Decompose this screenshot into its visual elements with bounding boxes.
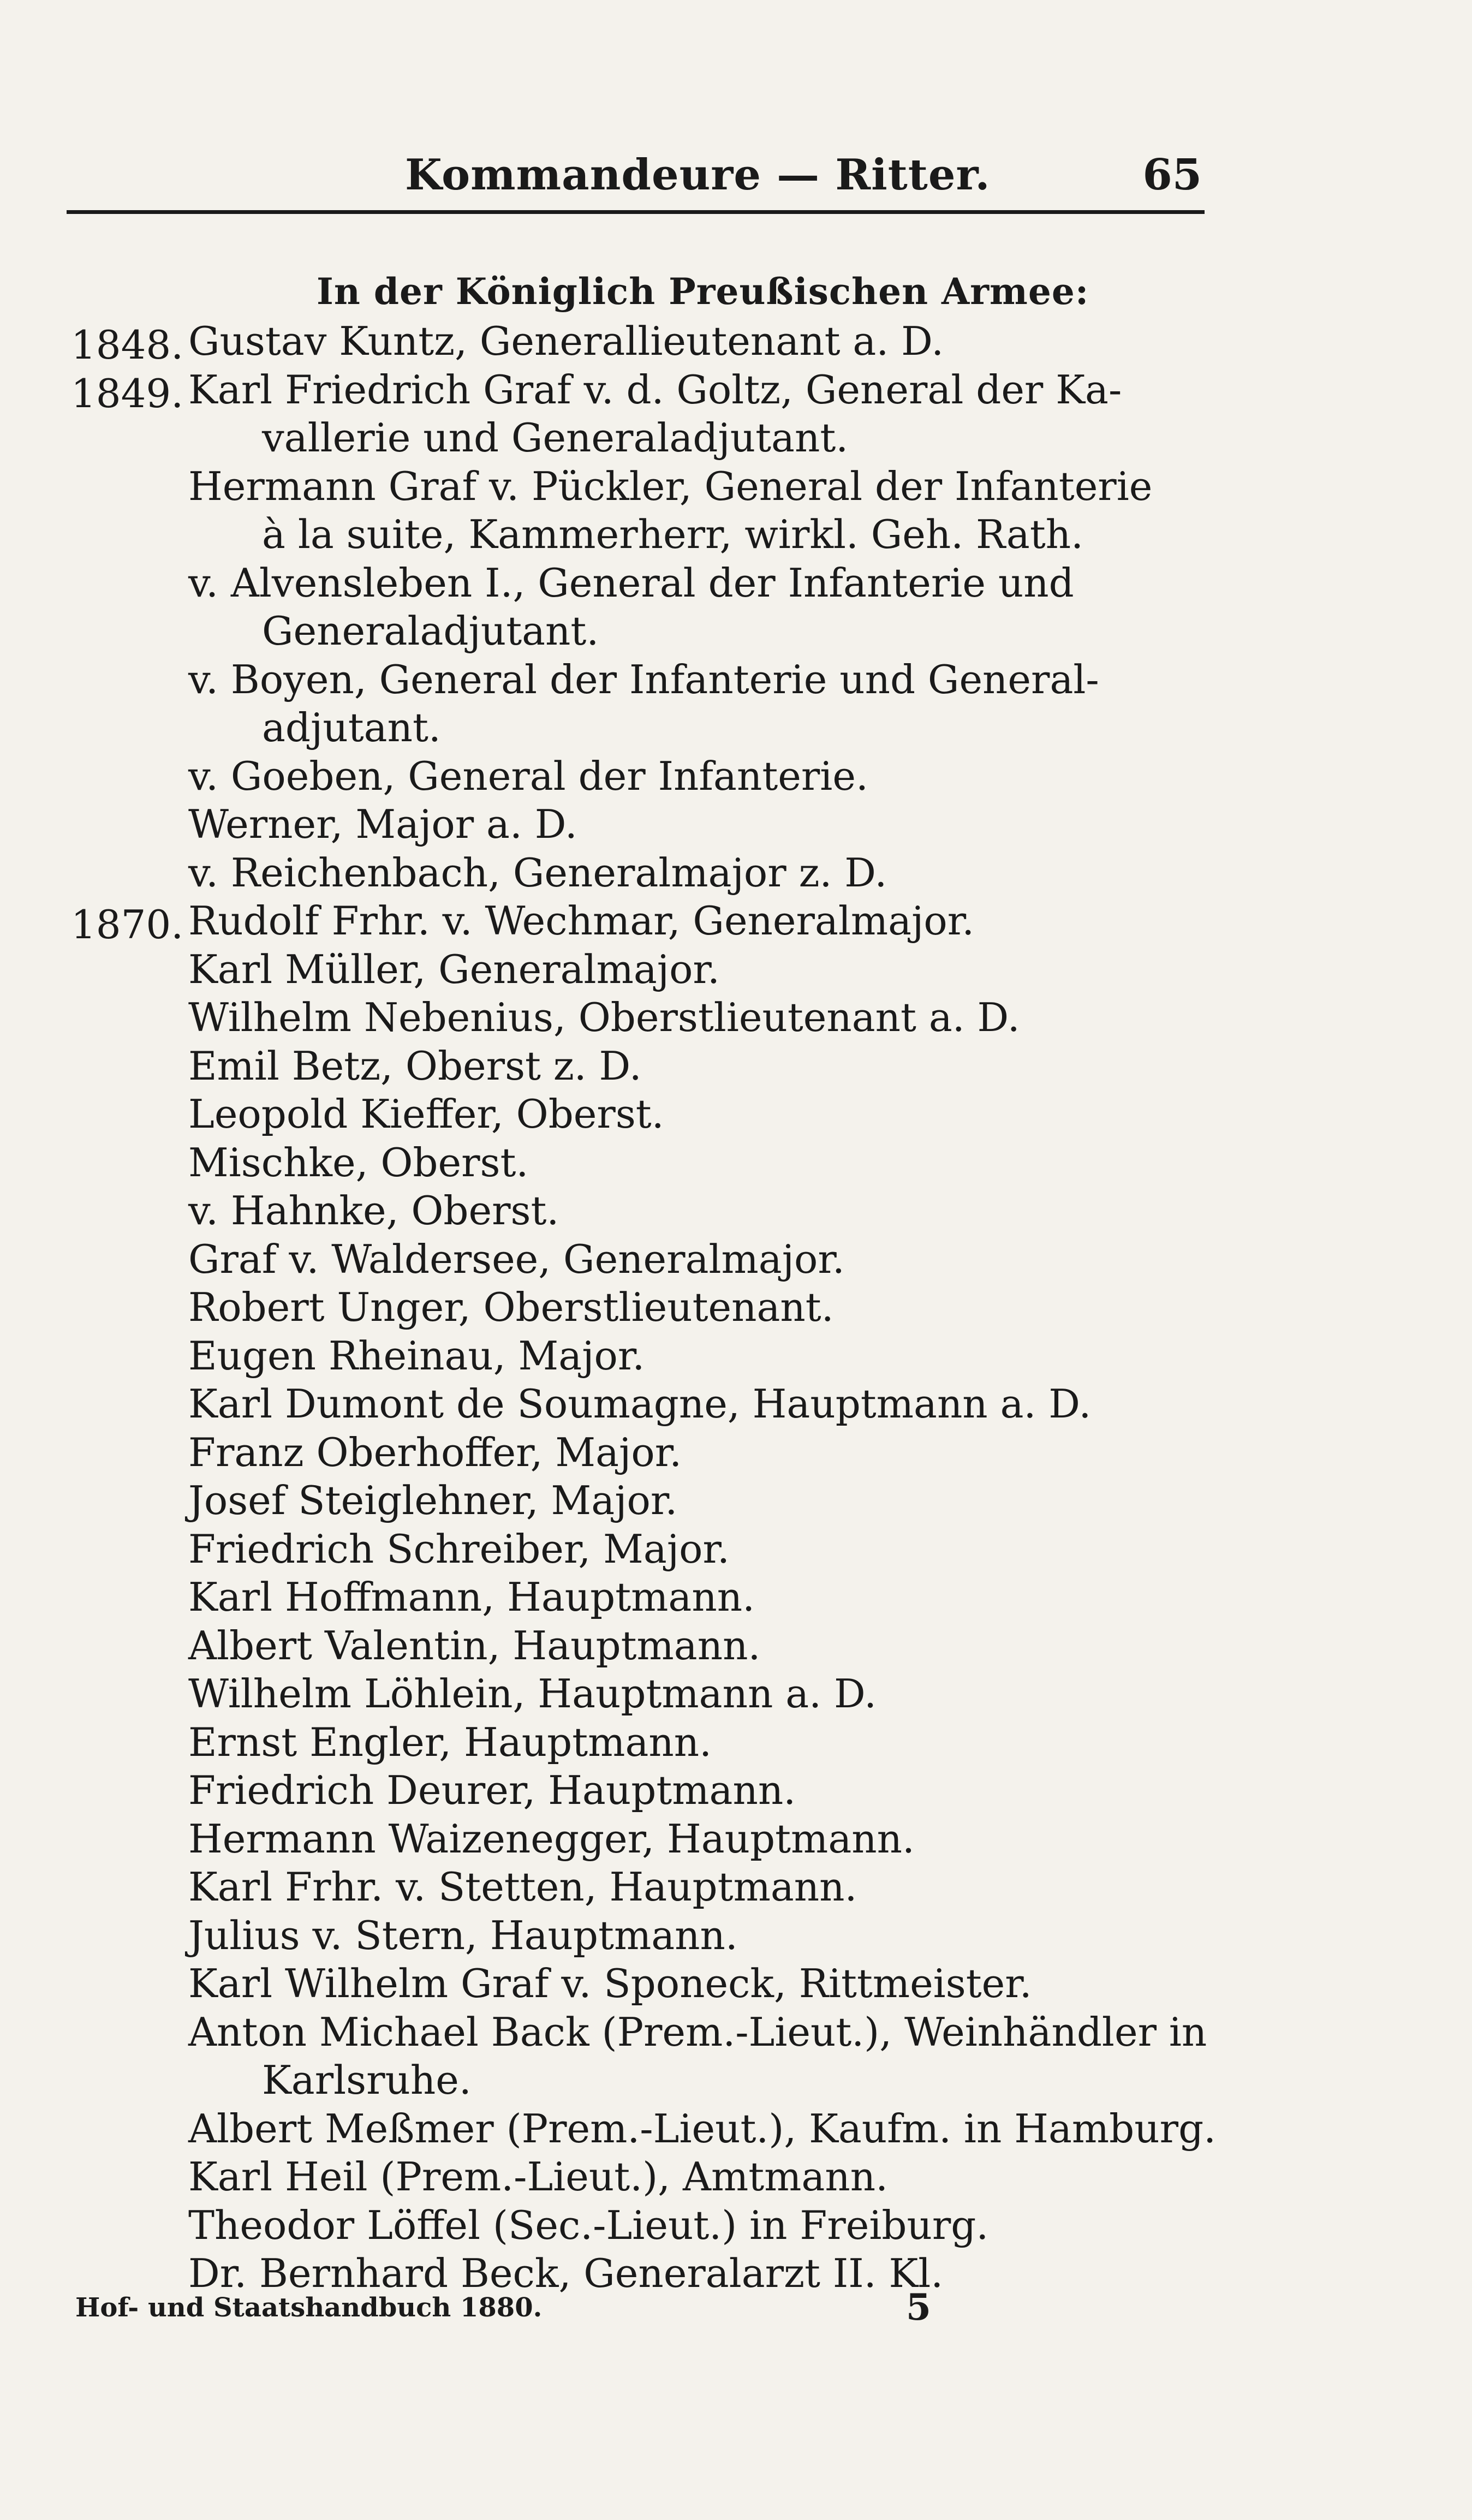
entry-line: Werner, Major a. D. — [188, 801, 577, 847]
entry-line: v. Hahnke, Oberst. — [188, 1188, 559, 1234]
entry-line: Mischke, Oberst. — [188, 1139, 529, 1185]
entry-line: Emil Betz, Oberst z. D. — [188, 1042, 642, 1089]
entry-line: Karl Friedrich Graf v. d. Goltz, General der Ka- — [188, 366, 1122, 413]
entry-line: Karl Heil (Prem.-Lieut.), Amtmann. — [188, 2154, 888, 2200]
entry-line: Hermann Graf v. Pückler, General der Infanterie — [188, 463, 1153, 509]
entry-line: adjutant. — [262, 705, 441, 750]
entry-line: Generaladjutant. — [262, 608, 599, 654]
entry-line: Friedrich Deurer, Hauptmann. — [188, 1767, 796, 1813]
entry-line: Karl Dumont de Soumagne, Hauptmann a. D. — [188, 1381, 1092, 1427]
entry-line: Dr. Bernhard Beck, Generalarzt II. Kl. — [188, 2250, 944, 2296]
entry-line: Eugen Rheinau, Major. — [188, 1332, 645, 1379]
entry-line: v. Goeben, General der Infanterie. — [188, 753, 868, 799]
section-heading: In der Königlich Preußischen Armee: — [317, 270, 1089, 313]
entry-line: v. Alvensleben I., General der Infanterie und — [188, 559, 1074, 606]
entry-line: Leopold Kieffer, Oberst. — [188, 1091, 664, 1137]
entry-line: Hermann Waizenegger, Hauptmann. — [188, 1815, 915, 1862]
entry-line: Friedrich Schreiber, Major. — [188, 1526, 730, 1572]
entry-line: Gustav Kuntz, Generallieutenant a. D. — [188, 318, 944, 364]
header-rule — [67, 210, 1205, 214]
page-number: 65 — [1142, 150, 1202, 200]
header-title: Kommandeure — Ritter. — [405, 150, 991, 200]
entry-line: Ernst Engler, Hauptmann. — [188, 1719, 712, 1765]
entry-line: Albert Meßmer (Prem.-Lieut.), Kaufm. in Hamburg. — [188, 2105, 1217, 2152]
entry-line: Rudolf Frhr. v. Wechmar, Generalmajor. — [188, 898, 975, 944]
entry-line: à la suite, Kammerherr, wirkl. Geh. Rath. — [262, 511, 1084, 557]
entry-year: 1848. — [71, 322, 184, 368]
entry-line: Josef Steiglehner, Major. — [188, 1478, 678, 1523]
entry-line: Graf v. Waldersee, Generalmajor. — [188, 1236, 845, 1282]
entry-line: Theodor Löffel (Sec.-Lieut.) in Freiburg. — [188, 2202, 989, 2248]
entry-line: Karl Wilhelm Graf v. Sponeck, Rittmeister. — [188, 1961, 1032, 2006]
entry-line: Karlsruhe. — [262, 2057, 472, 2103]
entry-line: Karl Frhr. v. Stetten, Hauptmann. — [188, 1864, 857, 1910]
entry-line: Albert Valentin, Hauptmann. — [188, 1622, 761, 1669]
entry-line: Julius v. Stern, Hauptmann. — [188, 1912, 738, 1958]
entry-year: 1849. — [71, 370, 184, 416]
running-header — [67, 139, 1202, 216]
entry-year: 1870. — [71, 902, 184, 948]
footer-title: Hof- und Staatshandbuch 1880. — [75, 2292, 543, 2323]
entry-line: Franz Oberhoffer, Major. — [188, 1429, 682, 1475]
entry-line: v. Boyen, General der Infanterie und General- — [188, 656, 1099, 702]
entry-line: Karl Hoffmann, Hauptmann. — [188, 1574, 755, 1620]
entry-line: v. Reichenbach, Generalmajor z. D. — [188, 849, 887, 896]
entry-line: Robert Unger, Oberstlieutenant. — [188, 1284, 834, 1330]
entry-line: vallerie und Generaladjutant. — [262, 415, 849, 461]
entry-line: Wilhelm Löhlein, Hauptmann a. D. — [188, 1671, 877, 1717]
signature-mark: 5 — [906, 2286, 931, 2328]
entry-line: Anton Michael Back (Prem.-Lieut.), Weinhändler in — [188, 2009, 1207, 2055]
entry-line: Karl Müller, Generalmajor. — [188, 946, 720, 992]
entry-line: Wilhelm Nebenius, Oberstlieutenant a. D. — [188, 994, 1020, 1040]
